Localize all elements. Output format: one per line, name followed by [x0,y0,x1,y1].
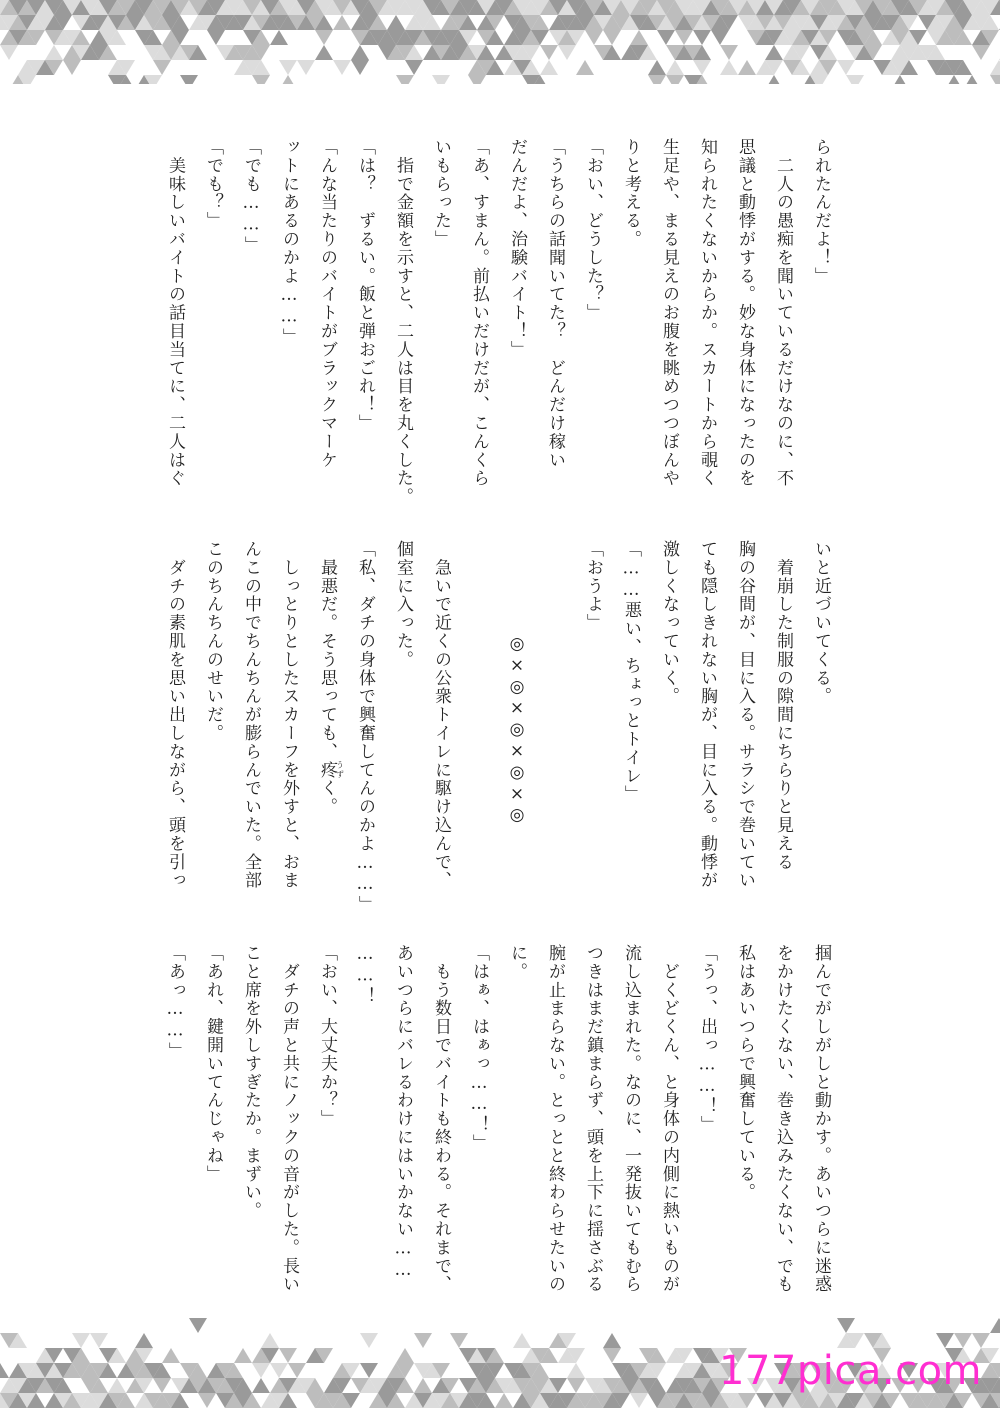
pattern-triangle [432,75,450,84]
pattern-triangle [90,1333,108,1348]
pattern-triangle [558,45,576,60]
pattern-triangle [297,60,315,75]
scene-break-separator: ◎×◎×◎×◎×◎ [507,633,527,827]
pattern-triangle [72,1333,90,1348]
text-column: 知られたくないからか。スカートから覗く [697,138,717,488]
pattern-triangle [648,75,666,84]
pattern-triangle [954,1333,972,1348]
pattern-triangle [675,30,693,45]
pattern-triangle [63,60,81,75]
text-fragment: く。 [317,779,337,817]
text-column: 流し込まれた。なのに、一発抜いてもむら [621,944,641,1294]
pattern-triangle [396,1348,414,1363]
text-column: 「あれ、鍵開いてんじゃね」 [203,944,223,1184]
pattern-triangle [189,1318,207,1333]
pattern-triangle [135,1333,153,1348]
pattern-triangle [603,1348,621,1363]
pattern-triangle [765,75,783,84]
text-column: られたんだよ！」 [811,138,831,286]
pattern-triangle [0,45,18,60]
pattern-triangle [351,60,369,75]
text-column: 私はあいつらで興奮している。 [735,944,755,1202]
pattern-triangle [990,75,1000,84]
text-column: ダチの素肌を思い出しながら、頭を引っ [165,540,185,890]
text-column: しっとりとしたスカーフを外すと、おま [279,540,299,890]
pattern-triangle [720,60,738,75]
pattern-triangle [693,60,711,75]
pattern-triangle [693,30,711,45]
pattern-triangle [540,60,558,75]
text-column: に。 [507,944,527,981]
text-column: 「うちらの話聞いてた？ どんだけ稼い [545,138,565,470]
pattern-triangle [567,1378,585,1393]
pattern-triangle [657,30,675,45]
pattern-triangle [387,15,405,30]
pattern-triangle [972,45,990,60]
pattern-triangle [414,1333,432,1348]
pattern-triangle [711,30,729,45]
pattern-triangle [720,45,738,60]
pattern-triangle [270,1363,288,1378]
pattern-triangle [162,1348,180,1363]
pattern-triangle [279,75,297,84]
pattern-triangle [351,45,369,60]
pattern-triangle [630,1393,648,1408]
text-column: 胸の谷間が、目に入る。サラシで巻いてい [735,540,755,890]
text-column: このちんちんのせいだ。 [203,540,223,743]
text-column: だんだよ、治験バイト！」 [507,138,527,359]
text-column: 着崩した制服の隙間にちらりと見える [773,540,793,872]
text-column: 「んな当たりのバイトがブラックマーケ [317,138,337,470]
text-column: 二人の愚痴を聞いているだけなのに、不 [773,138,793,488]
blank-column [536,540,574,920]
pattern-triangle [603,30,621,45]
blank-column [460,540,498,920]
pattern-triangle [666,60,684,75]
text-column: ても隠しきれない胸が、目に入る。動悸が [697,540,717,890]
text-column: 「おうよ」 [583,540,603,632]
pattern-triangle [576,60,594,75]
text-column: 「あっ……」 [165,944,185,1061]
text-block-lower [150,944,840,1324]
text-column: りと考える。 [621,138,641,249]
pattern-triangle [846,75,864,84]
text-column: あいつらにバレるわけにはいかない…… [393,944,413,1282]
pattern-triangle [0,1363,9,1378]
pattern-triangle [279,60,297,75]
pattern-triangle [963,75,981,84]
text-column: 美味しいバイトの話目当てに、二人はぐ [165,138,185,488]
text-column: ダチの声と共にノックの音がした。長い [279,944,299,1294]
pattern-triangle [153,60,171,75]
pattern-triangle [540,45,558,60]
pattern-triangle [288,1363,306,1378]
pattern-triangle [360,1363,378,1378]
text-block-upper [150,138,840,518]
pattern-triangle [153,1378,171,1393]
pattern-triangle [252,1378,270,1393]
text-column: 「おい、どうした？」 [583,138,603,322]
text-column: 「でも……」 [241,138,261,255]
text-column: 激しくなっていく。 [659,540,679,706]
pattern-triangle [468,75,486,84]
text-column: 思議と動悸がする。妙な身体になったのを [735,138,755,488]
text-column: 腕が止まらない。とっとと終わらせたいの [545,944,565,1294]
ruby-word: 疼うず [317,760,345,780]
text-column: 「おい、大丈夫か？」 [317,944,337,1128]
text-block-middle [150,540,840,920]
site-watermark: 177pica.com [719,1348,982,1394]
text-column: 「……悪い、ちょっとトイレ」 [621,540,641,804]
text-column: 個室に入った。 [393,540,413,669]
pattern-triangle [180,75,198,84]
pattern-triangle [585,30,603,45]
pattern-triangle [945,75,963,84]
text-column: んこの中でちんちんが膨らんでいた。全部 [241,540,261,890]
pattern-triangle [990,60,1000,75]
pattern-triangle [972,1333,990,1348]
decorative-top-pattern [0,0,1000,84]
pattern-triangle [891,75,909,84]
pattern-triangle [279,1348,297,1363]
pattern-triangle [567,1363,585,1378]
text-column: こと席を外しすぎたか。まずい。 [241,944,261,1220]
text-column: 掴んでがしがしと動かす。あいつらに迷惑 [811,944,831,1294]
text-column: をかけたくない、巻き込みたくない、でも [773,944,793,1294]
pattern-triangle [414,1378,432,1393]
text-column: 「あ、すまん。前払いだけだが、こんくら [469,138,489,488]
pattern-triangle [252,75,270,84]
text-column: 「でも？」 [203,138,223,230]
pattern-triangle [603,1333,621,1348]
pattern-triangle [450,1333,468,1348]
pattern-triangle [738,60,756,75]
pattern-triangle [837,1318,855,1333]
pattern-triangle [630,30,648,45]
text-column: ットにあるのかよ……」 [279,138,299,347]
pattern-triangle [837,60,855,75]
pattern-triangle [207,30,225,45]
text-column: 「うっ、出っ……！」 [697,944,717,1134]
pattern-triangle [108,1378,126,1393]
pattern-triangle [513,1333,531,1348]
pattern-triangle [765,45,783,60]
pattern-triangle [648,60,666,75]
pattern-triangle [45,45,63,60]
text-fragment: 最悪だ。そう思っても、 [317,540,337,761]
pattern-triangle [315,30,333,45]
text-column: つきはまだ鎮まらず、頭を上下に揺さぶる [583,944,603,1294]
pattern-triangle [252,1363,270,1378]
text-column: ……！ [355,944,375,1006]
text-column: どくどくん、と身体の内側に熱いものが [659,944,679,1294]
text-column: 急いで近くの公衆トイレに駆け込んで、 [431,540,451,890]
pattern-triangle [198,1393,216,1408]
pattern-triangle [333,15,351,30]
pattern-triangle [270,30,288,45]
pattern-triangle [234,1348,252,1363]
text-column: 「は？ ずるい。飯と弾おごれ！」 [355,138,375,433]
text-column: いと近づいてくる。 [811,540,831,706]
pattern-triangle [936,1333,954,1348]
pattern-triangle [261,1333,279,1348]
pattern-triangle [405,60,423,75]
pattern-triangle [990,1318,1000,1333]
text-column: もう数日でバイトも終わる。それまで、 [431,944,451,1294]
pattern-triangle [333,60,351,75]
text-column: 指で金額を示すと、二人は目を丸くした。 [393,138,413,506]
pattern-triangle [315,45,333,60]
pattern-triangle [666,75,684,84]
text-column: 「はぁ、はぁっ……！」 [469,944,489,1153]
pattern-triangle [396,75,414,84]
text-column: 「私、ダチの身体で興奮してんのかよ……」 [355,540,375,914]
pattern-triangle [360,1333,378,1348]
pattern-triangle [495,1393,513,1408]
text-column: いもらった」 [431,138,451,249]
text-column: 生足や、まる見えのお腹を眺めつつぼんや [659,138,679,488]
text-column-with-ruby [308,540,346,920]
